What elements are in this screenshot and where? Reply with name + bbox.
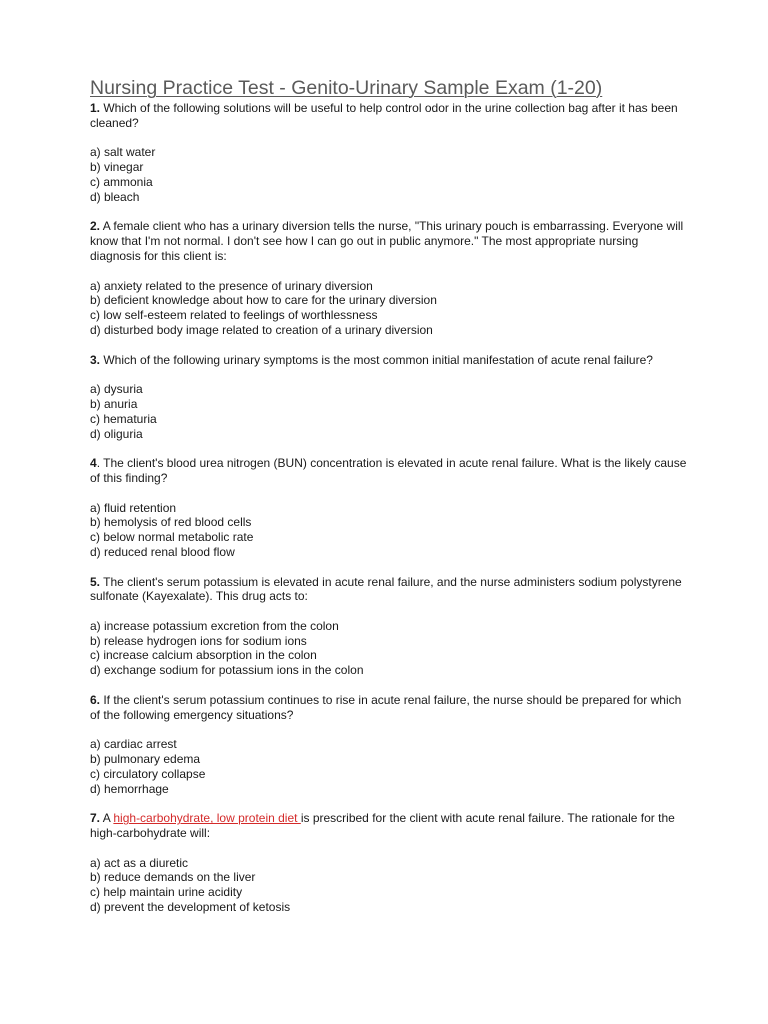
question-3 [90, 353, 690, 457]
option-c: c) ammonia [90, 174, 153, 189]
question-number: 2. [90, 219, 101, 234]
diet-link[interactable]: high-carbohydrate, low protein diet [113, 811, 301, 826]
option-a: a) act as a diuretic [90, 855, 189, 870]
option-d: d) prevent the development of ketosis [90, 900, 291, 915]
answer-options [90, 382, 690, 441]
question-number: 4 [90, 456, 97, 471]
question-4 [90, 456, 690, 574]
question-body: Which of the following solutions will be useful to help control odor in the urine collection bag after it has been cleaned? [90, 101, 678, 130]
question-2 [90, 219, 690, 352]
question-7 [90, 811, 690, 915]
document-title: Nursing Practice Test - Genito-Urinary Sample Exam (1-20) [90, 77, 603, 99]
option-a: a) increase potassium excretion from the colon [90, 618, 339, 633]
question-text [90, 219, 690, 263]
question-5 [90, 575, 690, 693]
option-b: b) hemolysis of red blood cells [90, 515, 252, 530]
option-d: d) exchange sodium for potassium ions in the colon [90, 663, 364, 678]
question-body-start: A [100, 811, 114, 826]
option-c: c) below normal metabolic rate [90, 530, 254, 545]
answer-options [90, 619, 690, 678]
question-text [90, 456, 690, 486]
option-a: a) fluid retention [90, 500, 177, 515]
option-c: c) help maintain urine acidity [90, 885, 243, 900]
question-body: The client's serum potassium is elevated in acute renal failure, and the nurse administers sodium polystyrene sulfonate (Kayexalate). This drug acts to: [90, 574, 682, 604]
option-d: d) disturbed body image related to creation of a urinary diversion [90, 322, 433, 337]
option-d: d) oliguria [90, 426, 143, 441]
option-b: b) vinegar [90, 160, 144, 175]
question-6 [90, 693, 690, 811]
answer-options [90, 145, 690, 204]
question-number: 3. [90, 352, 101, 367]
option-d: d) hemorrhage [90, 781, 169, 796]
option-b: b) release hydrogen ions for sodium ions [90, 633, 307, 648]
option-c: c) hematuria [90, 411, 157, 426]
answer-options [90, 501, 690, 560]
option-b: b) reduce demands on the liver [90, 870, 256, 885]
question-body: If the client's serum potassium continues to rise in acute renal failure, the nurse should be prepared for which of the following emergency situations? [90, 692, 682, 722]
option-c: c) circulatory collapse [90, 766, 206, 781]
document-page [90, 76, 690, 915]
question-text [90, 101, 690, 131]
answer-options [90, 737, 690, 796]
option-a: a) salt water [90, 145, 156, 160]
answer-options [90, 856, 690, 915]
option-a: a) anxiety related to the presence of urinary diversion [90, 278, 373, 293]
option-b: b) anuria [90, 396, 138, 411]
question-number: 1. [90, 101, 101, 115]
option-d: d) reduced renal blood flow [90, 544, 235, 559]
question-text [90, 353, 690, 368]
question-body-end: is prescribed for the client with acute renal failure. The rationale for the high-carbohydrate will: [90, 811, 675, 841]
option-c: c) increase calcium absorption in the colon [90, 648, 317, 663]
option-c: c) low self-esteem related to feelings of worthlessness [90, 308, 378, 323]
option-d: d) bleach [90, 189, 140, 204]
question-text [90, 693, 690, 723]
answer-options [90, 279, 690, 338]
question-body: Which of the following urinary symptoms is the most common initial manifestation of acute renal failure? [100, 352, 653, 367]
option-a: a) cardiac arrest [90, 737, 177, 752]
question-body: . The client's blood urea nitrogen (BUN) concentration is elevated in acute renal failure. What is the likely cause of this finding? [90, 456, 687, 485]
question-number: 5. [90, 574, 101, 589]
question-number: 6. [90, 692, 101, 707]
question-body: A female client who has a urinary diversion tells the nurse, "This urinary pouch is embarrassing. Everyone will know that I'm not normal. I don't see how I can go out in public anymore." The most appropriate nursing diagnosis for this client is: [90, 219, 684, 263]
option-a: a) dysuria [90, 382, 143, 397]
question-number: 7. [90, 811, 101, 826]
question-text [90, 575, 690, 605]
option-b: b) deficient knowledge about how to care for the urinary diversion [90, 293, 437, 308]
option-b: b) pulmonary edema [90, 752, 201, 767]
question-text [90, 811, 690, 841]
question-1 [90, 101, 690, 219]
